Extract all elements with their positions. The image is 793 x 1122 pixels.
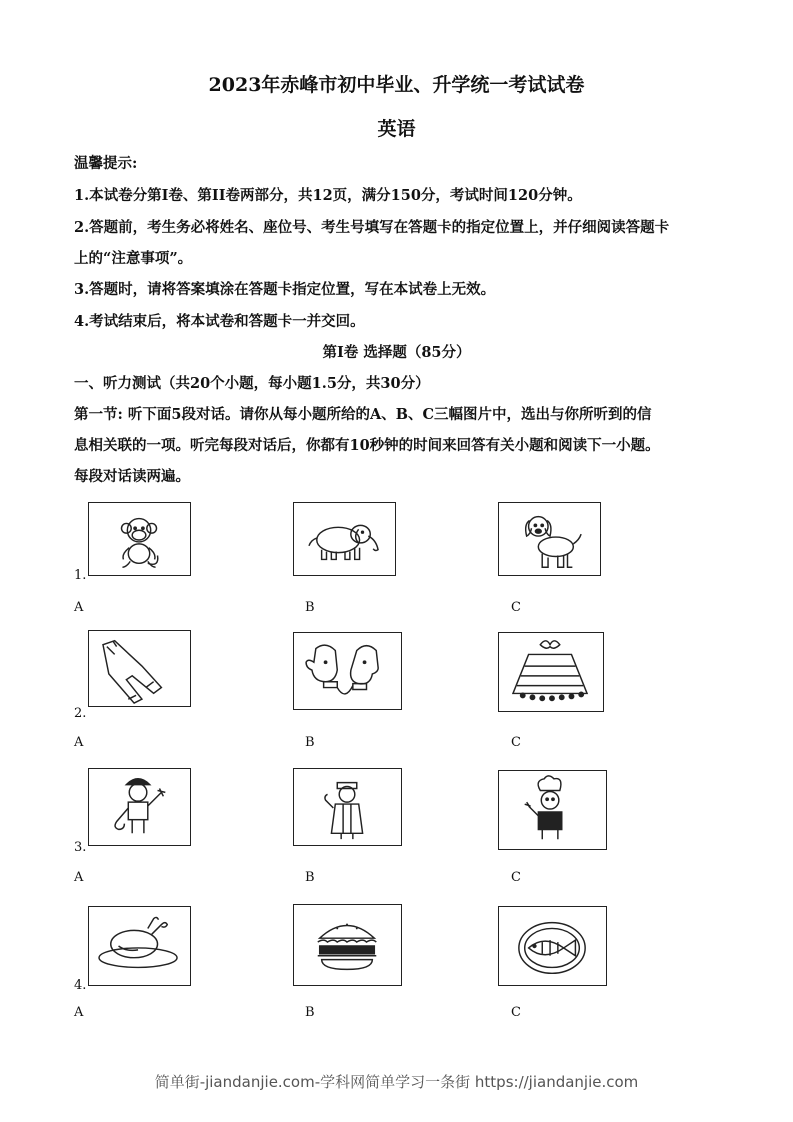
option-label: C bbox=[511, 1005, 521, 1020]
trousers-icon bbox=[89, 631, 190, 706]
option-label: C bbox=[511, 870, 521, 885]
exam-title: 2023年赤峰市初中毕业、升学统一考试试卷 bbox=[208, 74, 585, 96]
option-label: A bbox=[74, 1005, 84, 1020]
cook-icon bbox=[499, 771, 606, 849]
instruction-line: 第一节: 听下面5段对话。请你从每小题所给的A、B、C三幅图片中，选出与你所听到的信 bbox=[74, 406, 652, 423]
tip-line: 2.答题前，考生务必将姓名、座位号、考生号填写在答题卡的指定位置上，并仔细阅读答题卡 bbox=[74, 219, 670, 236]
fish-picture[interactable] bbox=[498, 906, 607, 986]
chicken-picture[interactable] bbox=[88, 906, 191, 986]
dog-icon bbox=[499, 503, 600, 575]
trousers-picture[interactable] bbox=[88, 630, 191, 707]
doctor-icon bbox=[294, 769, 401, 845]
tip-line: 上的“注意事项”。 bbox=[74, 250, 193, 267]
dog-picture[interactable] bbox=[498, 502, 601, 576]
option-label: A bbox=[74, 735, 84, 750]
footer-watermark: 简单街-jiandanjie.com-学科网简单学习一条街 https://jiandanjie.com bbox=[154, 1073, 639, 1091]
monkey-icon bbox=[89, 503, 190, 575]
tip-line: 4.考试结束后，将本试卷和答题卡一并交回。 bbox=[74, 313, 365, 330]
instruction-line: 息相关联的一项。听完每段对话后，你都有10秒钟的时间来回答有关小题和阅读下一小题。 bbox=[74, 437, 660, 454]
option-label: A bbox=[74, 600, 84, 615]
mittens-picture[interactable] bbox=[293, 632, 402, 710]
option-label: B bbox=[305, 735, 315, 750]
option-label: A bbox=[74, 870, 84, 885]
question-number: 4. bbox=[74, 978, 87, 993]
farmer-picture[interactable] bbox=[88, 768, 191, 846]
tip-line: 1.本试卷分第I卷、第II卷两部分，共12页，满分150分，考试时间120分钟。 bbox=[74, 187, 582, 204]
chicken-icon bbox=[89, 907, 190, 985]
question-number: 3. bbox=[74, 840, 87, 855]
tips-heading: 温馨提示: bbox=[74, 155, 138, 172]
cook-picture[interactable] bbox=[498, 770, 607, 850]
hamburger-picture[interactable] bbox=[293, 904, 402, 986]
question-number: 2. bbox=[74, 706, 87, 721]
skirt-picture[interactable] bbox=[498, 632, 604, 712]
exam-subject: 英语 bbox=[377, 118, 416, 140]
option-label: C bbox=[511, 735, 521, 750]
skirt-icon bbox=[499, 633, 603, 711]
option-label: B bbox=[305, 870, 315, 885]
fish-icon bbox=[499, 907, 606, 985]
elephant-picture[interactable] bbox=[293, 502, 396, 576]
farmer-icon bbox=[89, 769, 190, 845]
mittens-icon bbox=[294, 633, 401, 709]
instruction-line: 每段对话读两遍。 bbox=[74, 468, 190, 485]
monkey-picture[interactable] bbox=[88, 502, 191, 576]
section-heading: 一、听力测试（共20个小题，每小题1.5分，共30分） bbox=[74, 375, 430, 392]
option-label: B bbox=[305, 600, 315, 615]
option-label: C bbox=[511, 600, 521, 615]
hamburger-icon bbox=[294, 905, 401, 985]
question-number: 1. bbox=[74, 568, 87, 583]
option-label: B bbox=[305, 1005, 315, 1020]
elephant-icon bbox=[294, 503, 395, 575]
tip-line: 3.答题时，请将答案填涂在答题卡指定位置，写在本试卷上无效。 bbox=[74, 281, 496, 298]
doctor-picture[interactable] bbox=[293, 768, 402, 846]
part-heading: 第I卷 选择题（85分） bbox=[322, 344, 471, 361]
